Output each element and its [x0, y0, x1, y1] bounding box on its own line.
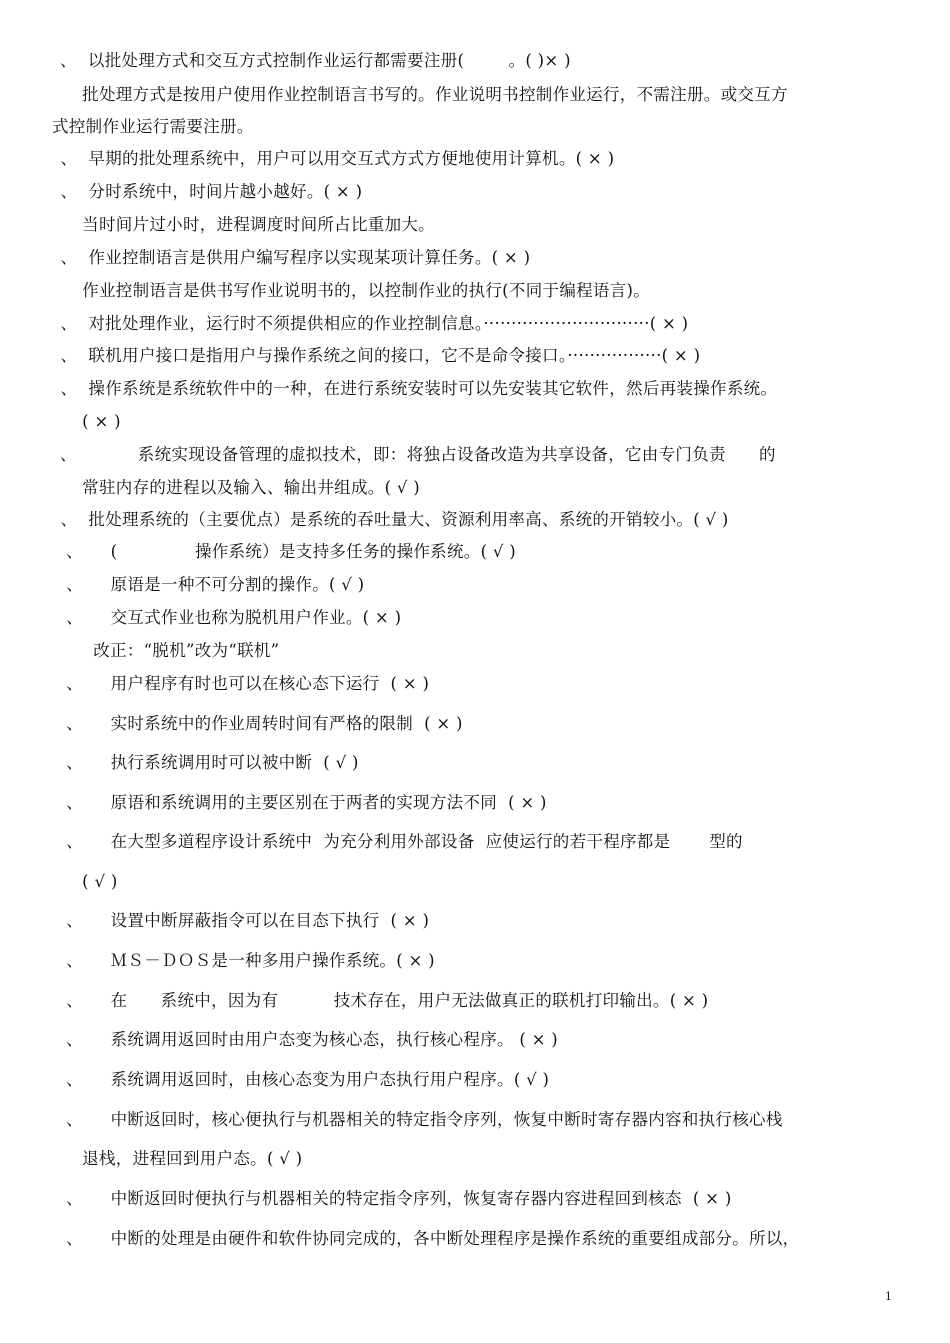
text-line: 、 设置中断屏蔽指令可以在目态下执行 ( × ): [55, 911, 430, 930]
text-line: 作业控制语言是供书写作业说明书的，以控制作业的执行(不同于编程语言)。: [60, 281, 651, 300]
text-line: 、 中断返回时便执行与机器相关的特定指令序列，恢复寄存器内容进程回到核态 ( × ): [55, 1189, 732, 1208]
text-line: 、 联机用户接口是指用户与操作系统之间的接口，它不是命令接口。·················( × ): [55, 346, 701, 365]
text-line: 、 中断的处理是由硬件和软件协同完成的，各中断处理程序是操作系统的重要组成部分。所以，: [55, 1229, 800, 1248]
text-line: 、 系统调用返回时，由核心态变为用户态执行用户程序。( √ ): [55, 1070, 550, 1089]
page-number: 1: [885, 1288, 892, 1303]
text-line: 、 在大型多道程序设计系统中 为充分利用外部设备 应使运行的若干程序都是 型的: [55, 832, 743, 851]
text-line: 、 系统调用返回时由用户态变为核心态，执行核心程序。 ( × ): [55, 1030, 559, 1049]
text-line: 、 早期的批处理系统中，用户可以用交互式方式方便地使用计算机。( × ): [55, 149, 615, 168]
text-line: 改正：“脱机”改为“联机”: [60, 641, 280, 660]
text-line: 、 ＭＳ－ＤＯＳ是一种多用户操作系统。( × ): [55, 951, 435, 970]
text-line: 、 系统实现设备管理的虚拟技术，即：将独占设备改造为共享设备，它由专门负责 的: [60, 445, 776, 464]
text-line: 退栈，进程回到用户态。( √ ): [60, 1149, 303, 1168]
text-line: 、 作业控制语言是供用户编写程序以实现某项计算任务。( × ): [55, 248, 531, 267]
text-line: 式控制作业运行需要注册。: [52, 117, 254, 136]
text-line: 、 实时系统中的作业周转时间有严格的限制 ( × ): [55, 714, 463, 733]
text-line: 批处理方式是按用户使用作业控制语言书写的。作业说明书控制作业运行，不需注册。或交互方: [60, 85, 788, 104]
text-line: 、 以批处理方式和交互方式控制作业运行都需要注册( 。( )× ): [60, 51, 571, 70]
text-line: ( × ): [60, 412, 121, 431]
text-line: 、 批处理系统的（主要优点）是系统的吞吐量大、资源利用率高、系统的开销较小。( √ ): [55, 510, 729, 529]
text-line: ( √ ): [60, 872, 118, 891]
text-line: 、 交互式作业也称为脱机用户作业。( × ): [55, 608, 402, 627]
text-line: 、 用户程序有时也可以在核心态下运行 ( × ): [55, 674, 430, 693]
text-line: 、 执行系统调用时可以被中断 ( √ ): [55, 753, 359, 772]
text-line: 、 在 系统中，因为有 技术存在，用户无法做真正的联机打印输出。( × ): [55, 991, 709, 1010]
text-line: 常驻内存的进程以及输入、输出井组成。( √ ): [60, 478, 420, 497]
text-line: 、 对批处理作业，运行时不须提供相应的作业控制信息。······························( × ): [55, 314, 689, 333]
text-line: 、 中断返回时，核心便执行与机器相关的特定指令序列，恢复中断时寄存器内容和执行核心栈: [55, 1110, 783, 1129]
text-line: 、 原语和系统调用的主要区别在于两者的实现方法不同 ( × ): [55, 793, 547, 812]
text-line: 、 原语是一种不可分割的操作。( √ ): [55, 575, 365, 594]
text-line: 、 ( 操作系统）是支持多任务的操作系统。( √ ): [55, 542, 516, 561]
text-line: 、 分时系统中，时间片越小越好。( × ): [55, 182, 363, 201]
text-line: 当时间片过小时，进程调度时间所占比重加大。: [60, 215, 435, 234]
text-line: 、 操作系统是系统软件中的一种，在进行系统安装时可以先安装其它软件，然后再装操作系统。: [55, 379, 778, 398]
